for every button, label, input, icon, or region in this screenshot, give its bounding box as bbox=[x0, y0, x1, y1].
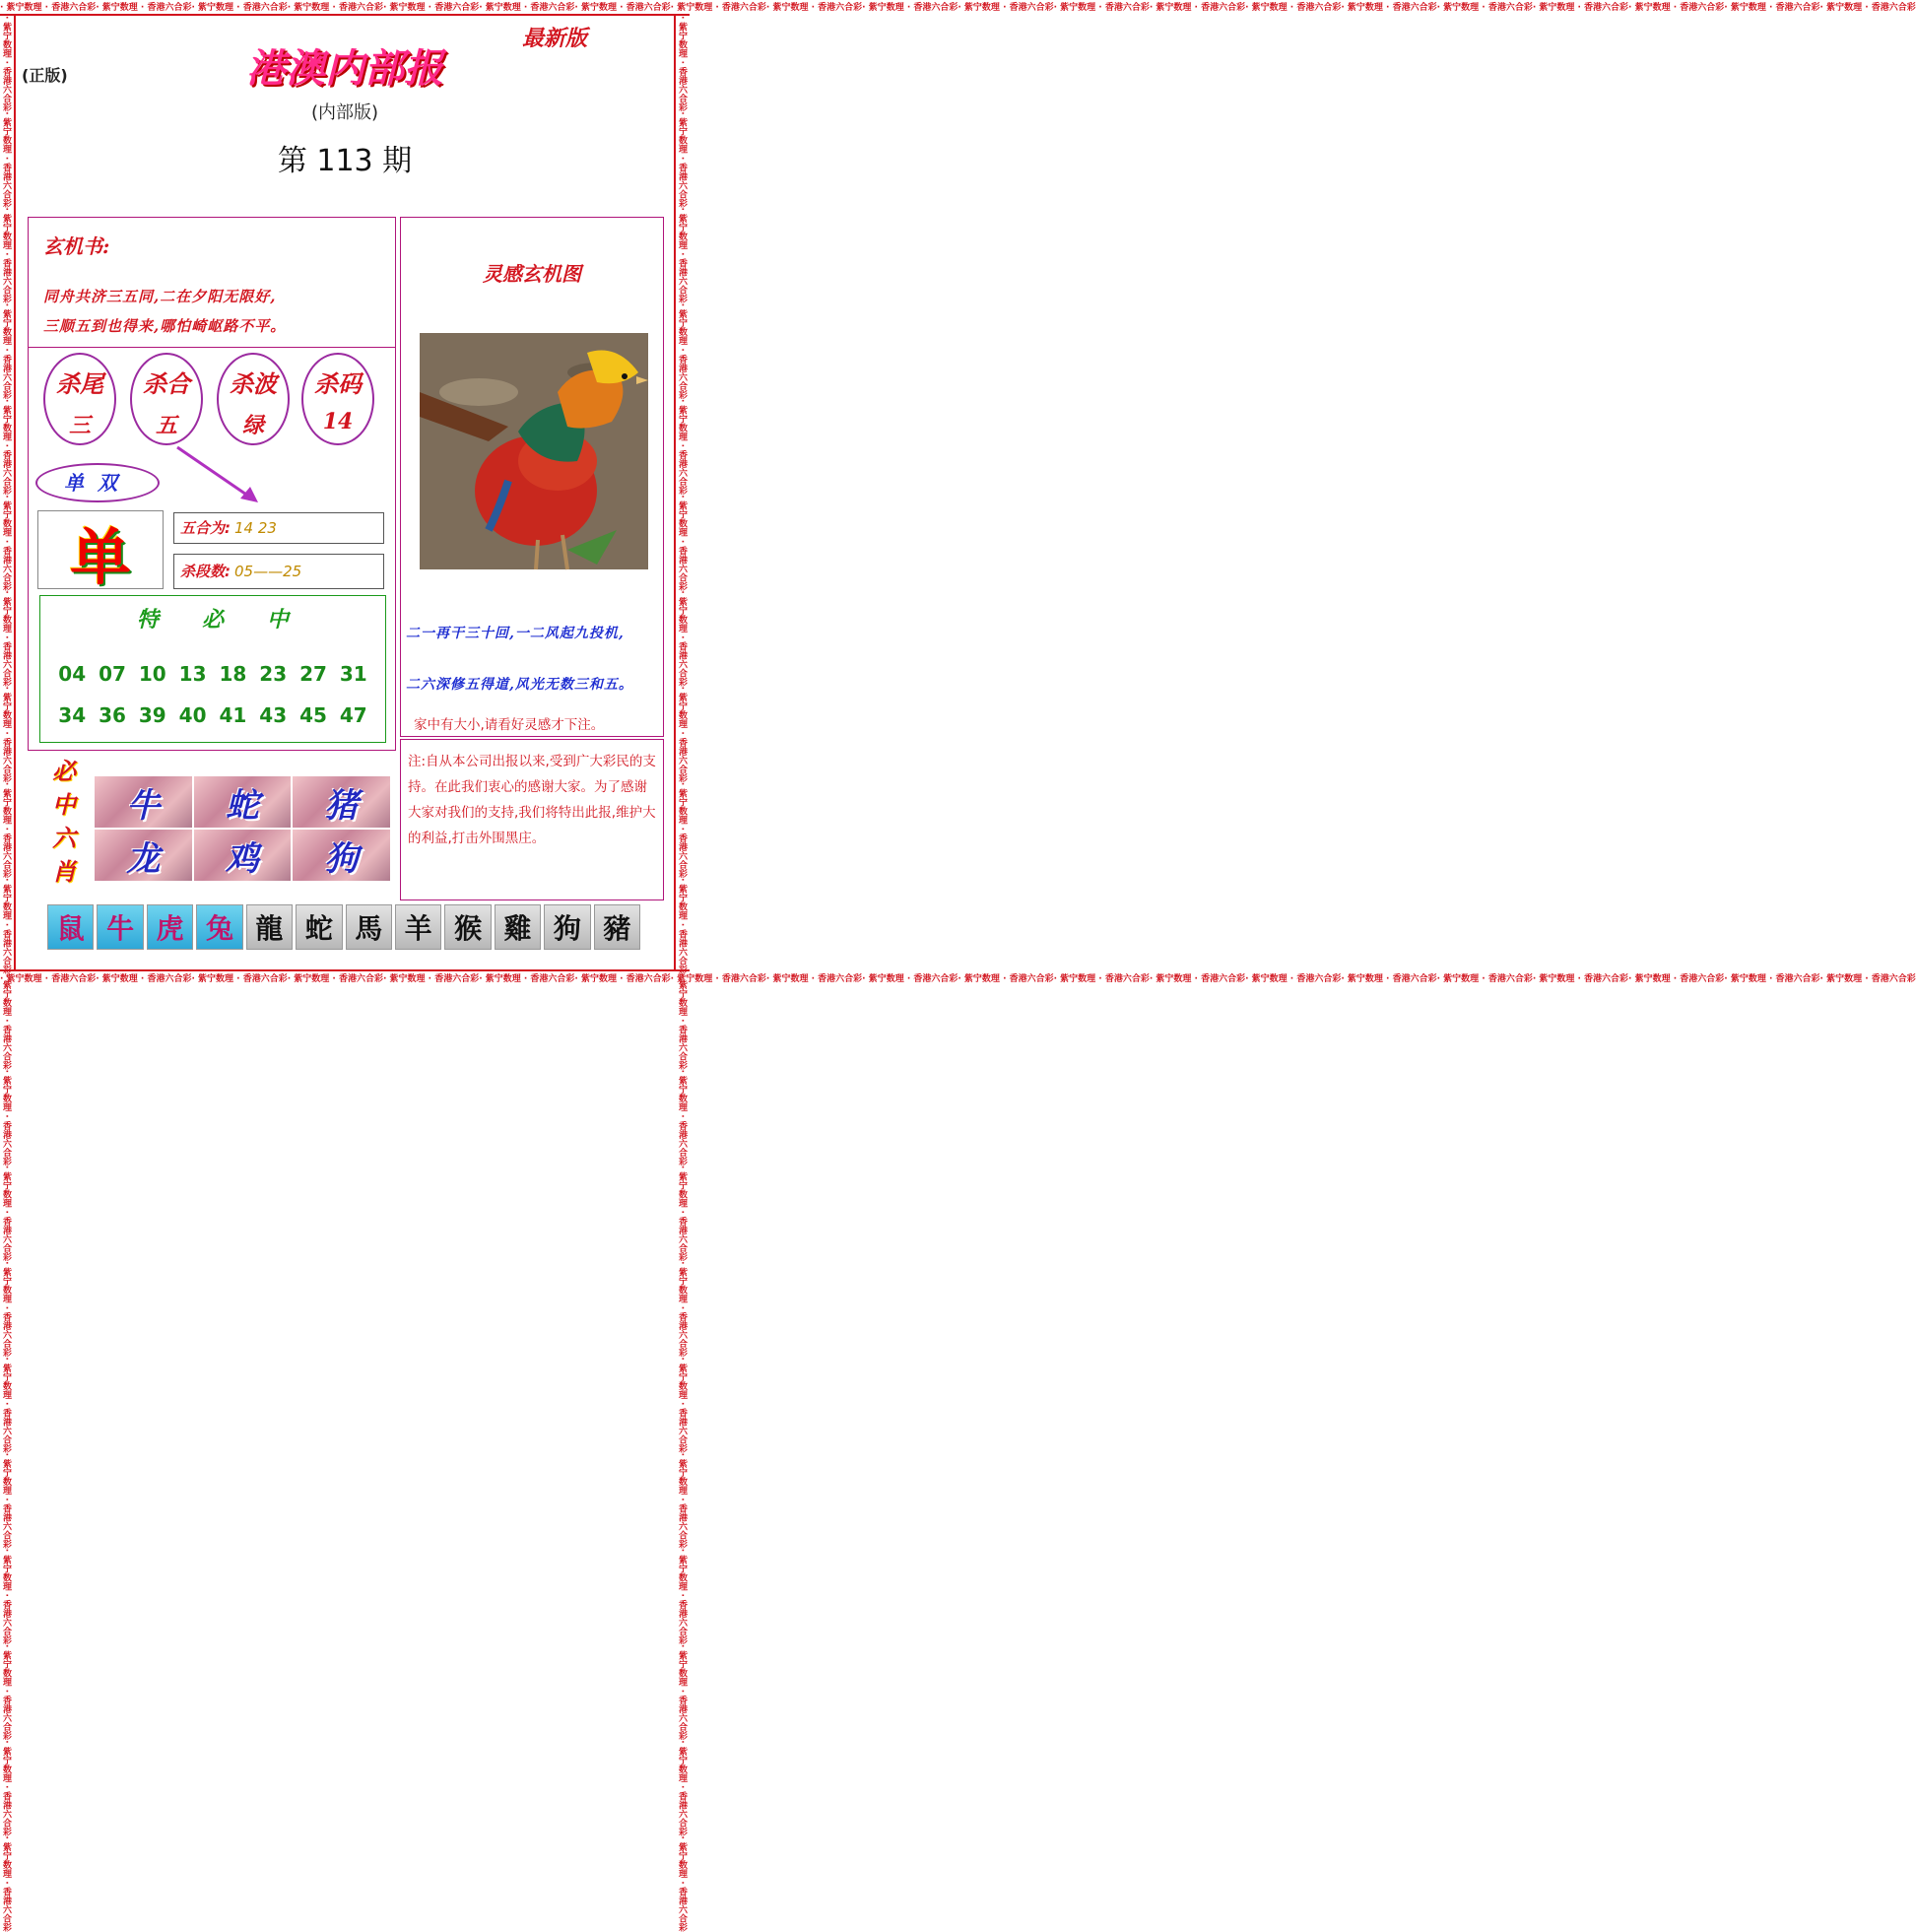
zodiac-tile: 兔 bbox=[196, 904, 242, 950]
page-subtitle: (内部版) bbox=[310, 102, 379, 123]
secret-poem-line-2: 三顺五到也得来,哪怕崎岖路不平。 bbox=[43, 317, 287, 335]
hint-kill-combo bbox=[130, 353, 203, 445]
border-top-strip bbox=[0, 0, 1916, 16]
pheasant-illustration bbox=[420, 333, 648, 569]
hint-value: 五 bbox=[155, 413, 177, 438]
inspiration-line-2: 二六深修五得道,风光无数三和五。 bbox=[406, 677, 633, 693]
hint-label: 杀波 bbox=[230, 369, 277, 398]
zodiac-cell: 狗 bbox=[293, 830, 390, 881]
border-bottom-strip bbox=[0, 969, 1916, 985]
zodiac-tile: 猴 bbox=[444, 904, 491, 950]
kill-segment-label: 杀段数: bbox=[180, 563, 231, 580]
hint-kill-wave bbox=[217, 353, 290, 445]
inspiration-note: 家中有大小,请看好灵感才下注。 bbox=[414, 717, 605, 733]
zodiac-tile: 豬 bbox=[594, 904, 640, 950]
zodiac-tile: 狗 bbox=[544, 904, 590, 950]
zodiac-pick-grid bbox=[95, 776, 390, 881]
kill-segment-value: 05——25 bbox=[234, 563, 302, 580]
issue-number: 第 113 期 bbox=[277, 144, 413, 178]
five-combo-label: 五合为: bbox=[180, 519, 231, 537]
hint-label: 杀合 bbox=[143, 369, 190, 398]
zodiac-cell: 鸡 bbox=[194, 830, 292, 881]
zodiac-cell: 龙 bbox=[95, 830, 192, 881]
hint-value: 绿 bbox=[241, 413, 264, 438]
hint-label: 杀尾 bbox=[56, 369, 103, 398]
pheasant-photo bbox=[420, 333, 648, 569]
inspiration-title: 灵感玄机图 bbox=[483, 262, 581, 286]
five-combo-box bbox=[173, 512, 384, 544]
border-text: · 紫宁数理 · 香港六合彩· 紫宁数理 · 香港六合彩· 紫宁数理 · 香港六合彩· 紫宁数理 · 香港六合彩· 紫宁数理 · 香港六合彩· 紫宁数理 · 香港六合彩· 紫宁数理 · 香港六合彩· 紫宁数理 · 香港六合彩· 紫宁数理 · 香港六合彩· 紫宁数理 · 香港六合彩· 紫宁数理 · 香港六合彩· 紫宁数理 · 香港六合彩· 紫宁数理 · 香港六合彩· 紫宁数理 · 香港六合彩· 紫宁数理 · 香港六合彩· 紫宁数理 · 香港六合彩· 紫宁数理 · 香港六合彩· 紫宁数理 · 香港六合彩· 紫宁数理 · 香港六合彩· 紫宁数理 · 香港六合彩 bbox=[1, 16, 11, 1932]
zodiac-tile: 鼠 bbox=[47, 904, 94, 950]
zodiac-tile: 虎 bbox=[147, 904, 193, 950]
secret-poem-line-1: 同舟共济三五同,二在夕阳无限好, bbox=[43, 288, 277, 305]
border-text: · 紫宁数理 · 香港六合彩· 紫宁数理 · 香港六合彩· 紫宁数理 · 香港六合彩· 紫宁数理 · 香港六合彩· 紫宁数理 · 香港六合彩· 紫宁数理 · 香港六合彩· 紫宁数理 · 香港六合彩· 紫宁数理 · 香港六合彩· 紫宁数理 · 香港六合彩· 紫宁数理 · 香港六合彩· 紫宁数理 · 香港六合彩· 紫宁数理 · 香港六合彩· 紫宁数理 · 香港六合彩· 紫宁数理 · 香港六合彩· 紫宁数理 · 香港六合彩· 紫宁数理 · 香港六合彩· 紫宁数理 · 香港六合彩· 紫宁数理 · 香港六合彩· 紫宁数理 · 香港六合彩· 紫宁数理 · 香港六合彩 bbox=[0, 3, 1916, 13]
zodiac-pick-label: 必中六肖 bbox=[52, 757, 76, 886]
big-odd-char: 单 bbox=[69, 521, 131, 593]
arrow-icon bbox=[167, 441, 266, 510]
special-numbers-row-2: 34 36 39 40 41 43 45 47 bbox=[58, 703, 367, 727]
border-text: · 紫宁数理 · 香港六合彩· 紫宁数理 · 香港六合彩· 紫宁数理 · 香港六合彩· 紫宁数理 · 香港六合彩· 紫宁数理 · 香港六合彩· 紫宁数理 · 香港六合彩· 紫宁数理 · 香港六合彩· 紫宁数理 · 香港六合彩· 紫宁数理 · 香港六合彩· 紫宁数理 · 香港六合彩· 紫宁数理 · 香港六合彩· 紫宁数理 · 香港六合彩· 紫宁数理 · 香港六合彩· 紫宁数理 · 香港六合彩· 紫宁数理 · 香港六合彩· 紫宁数理 · 香港六合彩· 紫宁数理 · 香港六合彩· 紫宁数理 · 香港六合彩· 紫宁数理 · 香港六合彩· 紫宁数理 · 香港六合彩 bbox=[0, 974, 1916, 984]
secret-book-title: 玄机书: bbox=[43, 234, 110, 258]
hint-label: 杀码 bbox=[314, 369, 362, 398]
special-numbers-row-1: 04 07 10 13 18 23 27 31 bbox=[58, 662, 367, 686]
border-text: · 紫宁数理 · 香港六合彩· 紫宁数理 · 香港六合彩· 紫宁数理 · 香港六合彩· 紫宁数理 · 香港六合彩· 紫宁数理 · 香港六合彩· 紫宁数理 · 香港六合彩· 紫宁数理 · 香港六合彩· 紫宁数理 · 香港六合彩· 紫宁数理 · 香港六合彩· 紫宁数理 · 香港六合彩· 紫宁数理 · 香港六合彩· 紫宁数理 · 香港六合彩· 紫宁数理 · 香港六合彩· 紫宁数理 · 香港六合彩· 紫宁数理 · 香港六合彩· 紫宁数理 · 香港六合彩· 紫宁数理 · 香港六合彩· 紫宁数理 · 香港六合彩· 紫宁数理 · 香港六合彩· 紫宁数理 · 香港六合彩 bbox=[677, 16, 687, 1932]
zodiac-tile: 蛇 bbox=[296, 904, 342, 950]
hint-value: 14 bbox=[322, 409, 354, 434]
kill-segment-box bbox=[173, 554, 384, 589]
company-notice: 注:自从本公司出报以来,受到广大彩民的支持。在此我们衷心的感谢大家。为了感谢大家对我们的支持,我们将特出此报,维护大的利益,打击外围黑庄。 bbox=[408, 754, 656, 846]
genuine-label: (正版) bbox=[22, 66, 68, 85]
hint-kill-tail bbox=[43, 353, 116, 445]
hint-kill-number bbox=[301, 353, 374, 445]
page-title: 港澳内部报 bbox=[246, 45, 443, 92]
inspiration-line-1: 二一再干三十回,一二风起九投机, bbox=[406, 626, 625, 641]
zodiac-tile: 雞 bbox=[495, 904, 541, 950]
zodiac-tile: 龍 bbox=[246, 904, 293, 950]
zodiac-tile: 馬 bbox=[346, 904, 392, 950]
latest-edition-label: 最新版 bbox=[522, 26, 588, 51]
section-divider bbox=[28, 347, 396, 348]
special-title: 特必中 bbox=[136, 607, 332, 633]
zodiac-cell: 牛 bbox=[95, 776, 192, 828]
odd-even-oval: 单双 bbox=[35, 463, 160, 502]
zodiac-cell: 蛇 bbox=[194, 776, 292, 828]
zodiac-cell: 猪 bbox=[293, 776, 390, 828]
zodiac-tile: 羊 bbox=[395, 904, 441, 950]
hint-value: 三 bbox=[68, 413, 91, 438]
zodiac-tile: 牛 bbox=[97, 904, 143, 950]
zodiac-bar bbox=[47, 904, 640, 950]
five-combo-value: 14 23 bbox=[234, 519, 277, 537]
